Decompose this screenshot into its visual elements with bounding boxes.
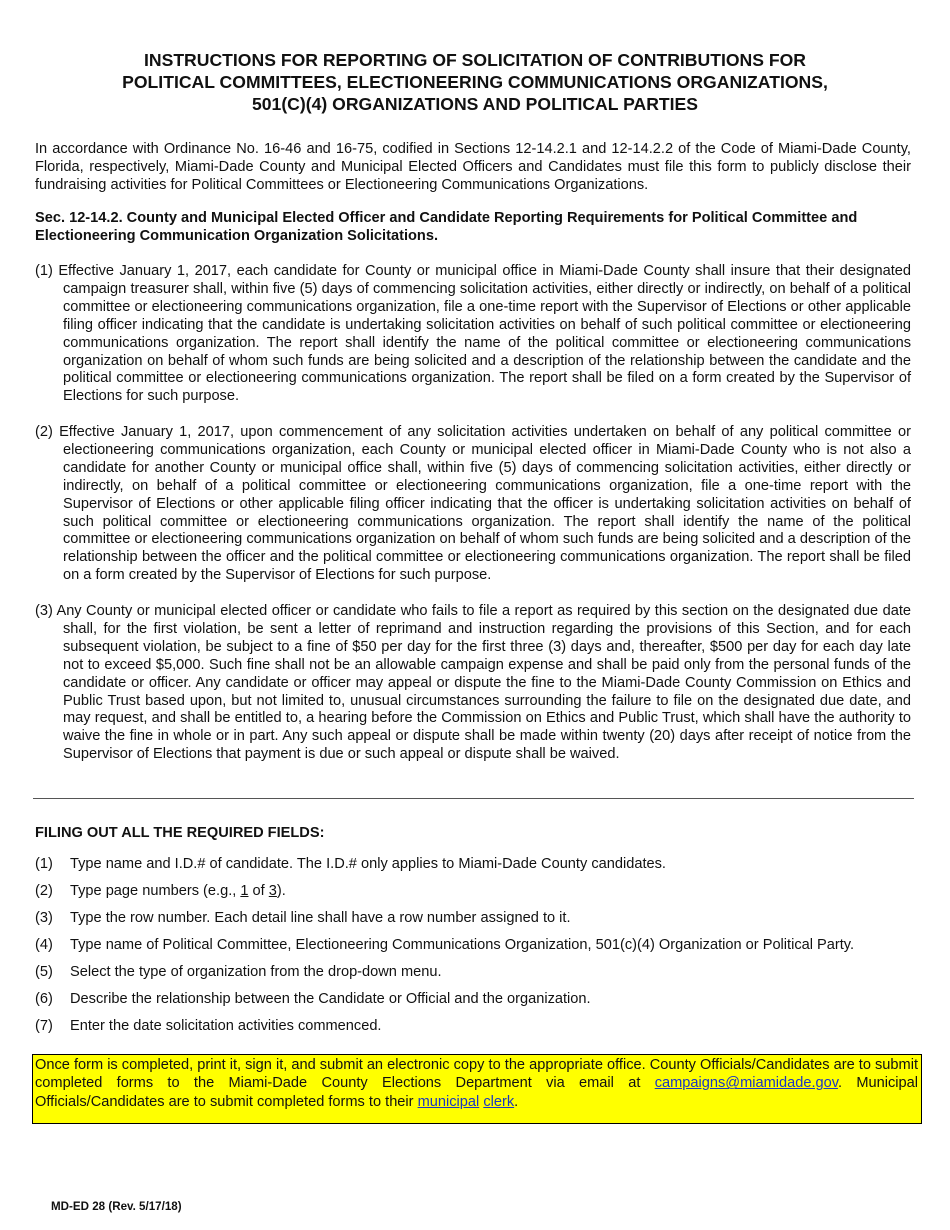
step-number: (1) (35, 856, 53, 872)
title-line: INSTRUCTIONS FOR REPORTING OF SOLICITATION OF CONTRIBUTIONS FOR (143, 50, 807, 70)
step-number: (6) (35, 991, 53, 1007)
step-number: (2) (35, 883, 53, 899)
form-id: MD-ED 28 (Rev. 5/17/18) (51, 1200, 182, 1213)
step-text-suffix: ). (276, 883, 286, 899)
municipal-link[interactable]: municipal (417, 1093, 480, 1110)
example-page-total: 3 (268, 883, 277, 899)
step-text-prefix: Type page numbers (e.g., (70, 883, 241, 899)
title-line: POLITICAL COMMITTEES, ELECTIONEERING COMMUNICATIONS ORGANIZATIONS, (122, 72, 828, 92)
section-paragraph-2: (2) Effective January 1, 2017, upon commencement of any solicitation activities undertaken on behalf of any political committee or electioneering communications organization, each County or municipal elected officer in Miami-Dade County who is not also a candidate for another County or municipal office shall, within five (5) days of commencing solicitation activities, either directly or indirectly, on behalf of a political committee or electioneering communications organization, file a one-time report with the Supervisor of Elections or other applicable filing officer indicating that the officer is undertaking solicitation activities on behalf of such political committee or electioneering communications organization. The report shall identify the name of the political committee or electioneering communications organization on behalf of whom such funds are being solicited and a description of the relationship between the officer and the political committee or electioneering communications organization. The report shall be filed on a form created by the Supervisor of Elections for such purpose. (35, 424, 911, 584)
title-line: 501(C)(4) ORGANIZATIONS AND POLITICAL PARTIES (251, 94, 699, 114)
clerk-link[interactable]: clerk (483, 1093, 515, 1110)
step-text-mid: of (248, 883, 269, 899)
divider (33, 798, 914, 799)
step-text: Select the type of organization from the drop-down menu. (70, 964, 442, 980)
submission-notice (32, 1054, 922, 1124)
filing-step (35, 1017, 915, 1044)
section-paragraph-1: (1) Effective January 1, 2017, each candidate for County or municipal office in Miami-Dade County shall insure that their designated campaign treasurer shall, within five (5) days of commencing solicitation activities, either directly or indirectly, on behalf of a political committee or electioneering communications organization, file a one-time report with the Supervisor of Elections or other applicable filing officer indicating that the candidate is undertaking solicitation activities on behalf of such political committee or electioneering communications organization. The report shall identify the name of the political committee or electioneering communications organization on behalf of whom such funds are being solicited and a description of the relationship between the candidate and the political committee or electioneering communications organization. The report shall be filed on a form created by the Supervisor of Elections for such purpose. (35, 263, 911, 405)
filing-step (35, 963, 915, 990)
section-paragraph-3: (3) Any County or municipal elected officer or candidate who fails to file a report as required by this section on the designated due date shall, for the first violation, be sent a letter of reprimand and instruction regarding the provisions of this Section, and for each subsequent violation, be subject to a fine of $50 per day for the first three (3) days and, thereafter, $500 per day for each day late not to exceed $5,000. Such fine shall not be an allowable campaign expense and shall be paid only from the personal funds of the candidate or officer. Any candidate or officer may appeal or dispute the fine to the Miami-Dade County Commission on Ethics and Public Trust based upon, but not limited to, unusual circumstances surrounding the failure to file on the designated due date, and may request, and shall be entitled to, a hearing before the Commission on Ethics and Public Trust, which shall have the authority to waive the fine in whole or in part. Any such appeal or dispute shall be made within twenty (20) days after receipt of notice from the Supervisor of Elections that payment is due or such appeal or dispute shall be waived. (35, 603, 911, 763)
filing-step (35, 855, 915, 882)
notice-text: . Municipal Officials/Candidates are to submit completed forms to their (35, 1075, 918, 1110)
step-number: (3) (35, 910, 53, 926)
intro-paragraph: In accordance with Ordinance No. 16-46 and 16-75, codified in Sections 12-14.2.1 and 12-14.2.2 of the Code of Miami-Dade County, Florida, respectively, Miami-Dade County and Municipal Elected Officers and Candidates must file this form to publicly disclose their fundraising activities for Political Committees or Electioneering Communications Organizations. (35, 141, 911, 194)
notice-text: . (514, 1093, 519, 1110)
filing-step (35, 936, 915, 963)
filing-step (35, 990, 915, 1017)
filing-step (35, 882, 915, 909)
page-title (60, 49, 890, 115)
step-text: Describe the relationship between the Candidate or Official and the organization. (70, 991, 591, 1007)
filing-heading: FILING OUT ALL THE REQUIRED FIELDS: (35, 825, 325, 841)
step-number: (4) (35, 937, 53, 953)
filing-steps-list (35, 855, 915, 1044)
step-number: (5) (35, 964, 53, 980)
step-text: Type name and I.D.# of candidate. The I.D.# only applies to Miami-Dade County candidates. (70, 856, 666, 872)
step-text: Enter the date solicitation activities commenced. (70, 1018, 382, 1034)
step-number: (7) (35, 1018, 53, 1034)
section-heading: Sec. 12-14.2. County and Municipal Elected Officer and Candidate Reporting Requirements for Political Committee and Electioneering Communication Organization Solicitations. (35, 210, 858, 245)
step-text: Type name of Political Committee, Electioneering Communications Organization, 501(c)(4) Organization or Political Party. (70, 937, 855, 953)
email-link[interactable]: campaigns@miamidade.gov (654, 1075, 838, 1092)
notice-text: Once form is completed, print it, sign it, and submit an electronic copy to the appropriate office. County Officials/Candidates are to submit completed forms to the Miami-Dade County Elections Department via email at (35, 1057, 918, 1092)
example-page-number: 1 (240, 883, 249, 899)
step-text: Type the row number. Each detail line shall have a row number assigned to it. (70, 910, 571, 926)
filing-step (35, 909, 915, 936)
